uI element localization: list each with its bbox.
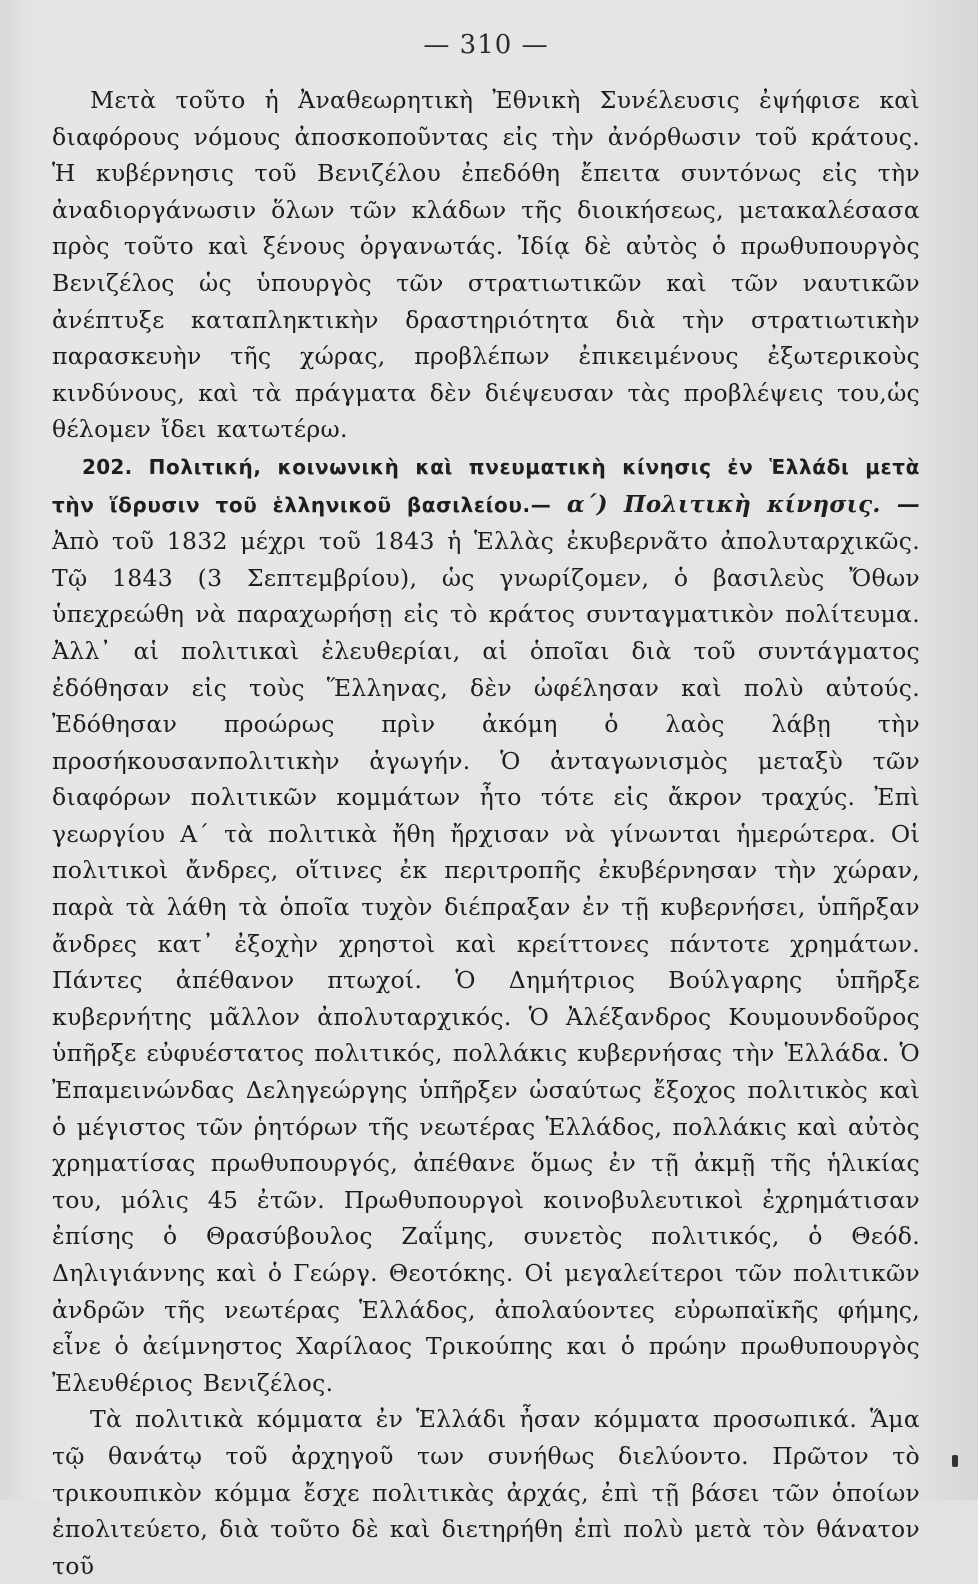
page-number: — 310 — — [423, 30, 549, 60]
section-number: 202. — [82, 454, 133, 479]
paragraph-political-movement: Ἀπὸ τοῦ 1832 μέχρι τοῦ 1843 ἡ Ἑλλὰς ἐκυβερνᾶτο ἀπολυταρχικῶς. Τῷ 1843 (3 Σεπτεμβρίου), ὡς γνωρίζομεν, ὁ βασιλεὺς Ὄθων ὑπεχρεώθη νὰ παραχωρήσῃ εἰς τὸ κράτος συνταγματικὸν πολίτευμα. Ἀλλ᾽ αἱ πολιτικαὶ ἐλευθερίαι, αἱ ὁποῖαι διὰ τοῦ συντάγματος ἐδόθησαν εἰς τοὺς Ἕλληνας, δὲν ὠφέλησαν καὶ πολὺ αὐτούς. Ἐδόθησαν προώρως πρὶν ἀκόμη ὁ λαὸς λάβῃ τὴν προσήκουσανπολιτικὴν ἀγωγήν. Ὁ ἀνταγωνισμὸς μεταξὺ τῶν διαφόρων πολιτικῶν κομμάτων ἦτο τότε εἰς ἄκρον τραχύς. Ἐπὶ γεωργίου Α΄ τὰ πολιτικὰ ἤθη ἤρχισαν νὰ γίνωνται ἡμερώτερα. Οἱ πολιτικοὶ ἄνδρες, οἵτινες ἐκ περιτροπῆς ἐκυβέρνησαν τὴν χώραν, παρὰ τὰ λάθη τὰ ὁποῖα τυχὸν διέπραξαν ἐν τῇ κυβερνήσει, ὑπῆρξαν ἄνδρες κατ᾽ ἐξοχὴν χρηστοὶ καὶ κρείττονες πάντοτε χρημάτων. Πάντες ἀπέθανον πτωχοί. Ὁ Δημήτριος Βούλγαρης ὑπῆρξε κυβερνήτης μᾶλλον ἀπολυταρχικός. Ὁ Ἀλέξανδρος Κουμουνδοῦρος ὑπῆρξε εὐφυέστατος πολιτικός, πολλάκις κυβερνήσας τὴν Ἑλλάδα. Ὁ Ἐπαμεινώνδας Δεληγεώργης ὑπῆρξεν ὡσαύτως ἔξοχος πολιτικὸς καὶ ὁ μέγιστος τῶν ῥητόρων τῆς νεωτέρας Ἑλλάδος, πολλάκις καὶ αὐτὸς χρηματίσας πρωθυπουργός, ἀπέθανε ὅμως ἐν τῇ ἀκμῇ τῆς ἡλικίας του, μόλις 45 ἐτῶν. Πρωθυπουργοὶ κοινοβυλευτικοὶ ἐχρημάτισαν ἐπίσης ὁ Θρασύβουλος Ζαΐμης, συνετὸς πολιτικός, ὁ Θεόδ. Δηλιγιάννης καὶ ὁ Γεώργ. Θεοτόκης. Οἱ μεγαλείτεροι τῶν πολιτικῶν ἀνδρῶν τῆς νεωτέρας Ἑλλάδος, ἀπολαύοντες εὐρωπαϊκῆς φήμης, εἶνε ὁ ἀείμνηστος Χαρίλαος Τρικούπης και ὁ πρώην πρωθυπουργὸς Ἐλευθέριος Βενιζέλος. — [52, 527, 920, 1397]
section-202 — [52, 448, 920, 1401]
section-subtitle: α΄) Πολιτικὴ κίνησις. — — [566, 490, 921, 518]
paragraph-reform-laws: Μετὰ τοῦτο ἡ Ἀναθεωρητικὴ Ἐθνικὴ Συνέλευσις ἐψήφισε καὶ διαφόρους νόμους ἀποσκοποῦντας εἰς τὴν ἀνόρθωσιν τοῦ κράτους. Ἡ κυβέρνησις τοῦ Βενιζέλου ἐπεδόθη ἔπειτα συντόνως εἰς τὴν ἀναδιοργάνωσιν ὅλων τῶν κλάδων τῆς διοικήσεως, μετακαλέσασα πρὸς τοῦτο καὶ ξένους ὀργανωτάς. Ἰδίᾳ δὲ αὐτὸς ὁ πρωθυπουργὸς Βενιζέλος ὡς ὑπουργὸς τῶν στρατιωτικῶν καὶ τῶν ναυτικῶν ἀνέπτυξε καταπληκτικὴν δραστηριότητα διὰ τὴν στρατιωτικὴν παρασκευὴν τῆς χώρας, προβλέπων ἐπικειμένους ἐξωτερικοὺς κινδύνους, καὶ τὰ πράγματα δὲν διέψευσαν τὰς προβλέψεις του,ὡς θέλομεν ἴδει κατωτέρω. — [52, 86, 920, 444]
margin-mark — [952, 1455, 958, 1467]
paragraph-political-parties: Τὰ πολιτικὰ κόμματα ἐν Ἑλλάδι ἦσαν κόμματα προσωπικά. Ἅμα τῷ θανάτῳ τοῦ ἀρχηγοῦ των συνήθως διελύοντο. Πρῶτον τὸ τρικουπικὸν κόμμα ἔσχε πολιτικὰς ἀρχάς, ἐπὶ τῇ βάσει τῶν ὁποίων ἐπολιτεύετο, διὰ τοῦτο δὲ καὶ διετηρήθη ἐπὶ πολὺ μετὰ τὸν θάνατον τοῦ — [52, 1405, 920, 1580]
section-title: Πολιτική, κοινωνικὴ καὶ πνευματικὴ κίνησις ἐν Ἑλλάδι μετὰ τὴν ἵδρυσιν τοῦ ἑλληνικοῦ βασιλείου.— — [52, 454, 920, 517]
